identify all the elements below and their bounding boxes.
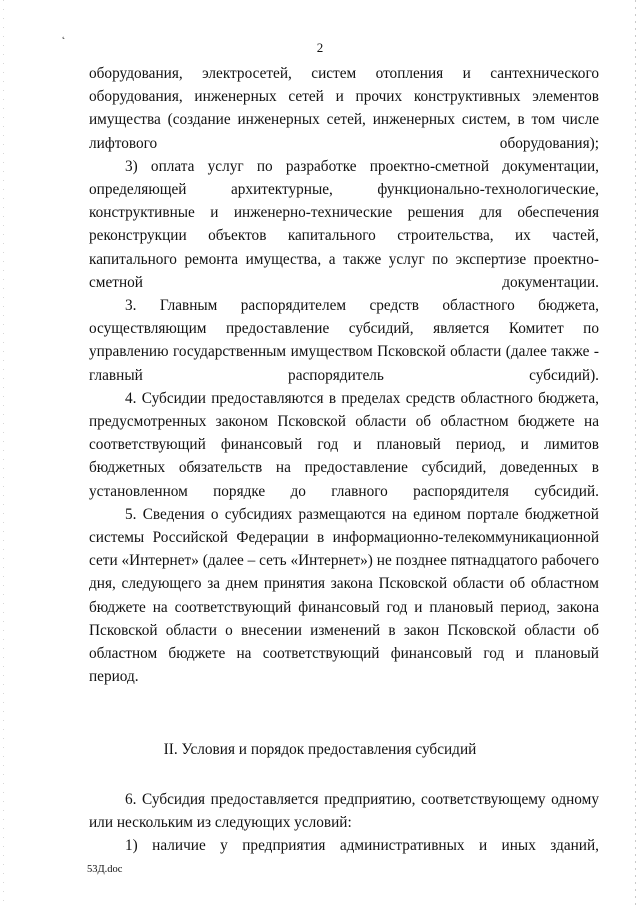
page-number: 2 xyxy=(316,40,324,55)
paragraph-clause-6-item-1: 1) наличие у предприятия административных и иных зданий, xyxy=(125,837,599,855)
scan-edge-right xyxy=(635,0,636,905)
corner-mark: ˛ xyxy=(62,29,66,40)
paragraph-continued: оборудования, электросетей, систем отопления и сантехнического оборудования, инженерных сетей и прочих конструктивных элементов имущества (создание инженерных сетей, инженерных систем, в том числе лифтового оборудования); xyxy=(89,65,599,152)
paragraph-clause-3: 3. Главным распорядителем средств областного бюджета, осуществляющим предоставление субсидий, является Комитет по управлению государственным имуществом Псковской области (далее также - главный распорядитель субсидий). xyxy=(89,297,599,384)
section-heading: II. Условия и порядок предоставления субсидий xyxy=(163,741,477,758)
scan-edge-left xyxy=(3,0,4,905)
section-2-text xyxy=(89,788,599,858)
paragraph-clause-5: 5. Сведения о субсидиях размещаются на едином портале бюджетной системы Российской Федерации в информационно-телекоммуникационной сети «Интернет» (далее – сеть «Интернет») не позднее пятнадцатого рабочего дня, следующего за днем принятия закона Псковской области об областном бюджете на соответствующий финансовый год и плановый период, закона Псковской области о внесении изменений в закон Псковской области об областном бюджете на соответствующий финансовый год и плановый период. xyxy=(89,505,599,686)
paragraph-clause-4: 4. Субсидии предоставляются в пределах средств областного бюджета, предусмотренных законом Псковской области об областном бюджете на соответствующий финансовый год и плановый период, и лимитов бюджетных обязательств на предоставление субсидий, доведенных в установленном порядке до главного распорядителя субсидий. xyxy=(89,389,599,500)
paragraph-clause-6: 6. Субсидия предоставляется предприятию, соответствующему одному или нескольким из следующих условий: xyxy=(89,791,599,832)
body-text xyxy=(89,62,599,688)
paragraph-item-3: 3) оплата услуг по разработке проектно-сметной документации, определяющей архитектурные, функционально-технологические, конструктивные и инженерно-технические решения для обеспечения реконструкции объектов капитального строительства, их частей, капитального ремонта имущества, а также услуг по экспертизе проектно-сметной документации. xyxy=(89,157,599,291)
footer-filename: 53Д.doc xyxy=(87,864,123,875)
